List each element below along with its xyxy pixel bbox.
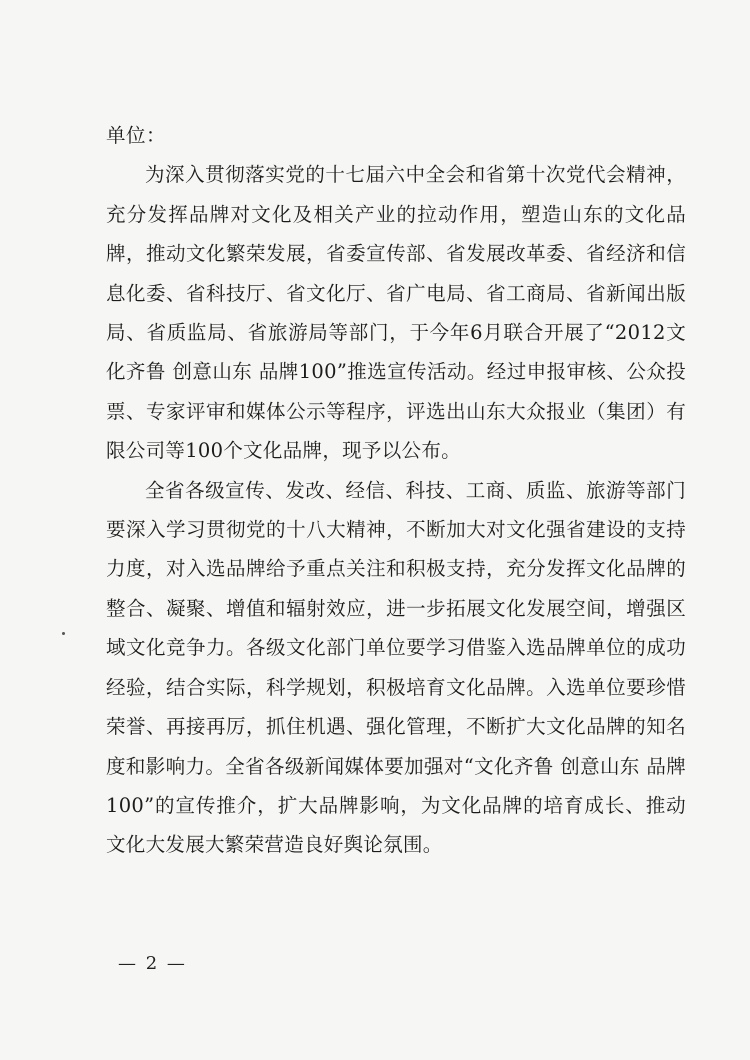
addressee-line: 单位： (106, 124, 167, 147)
paragraph-2: 全省各级宣传、发改、经信、科技、工商、质监、旅游等部门要深入学习贯彻党的十八大精神，不断加大对文化强省建设的支持力度，对入选品牌给予重点关注和积极支持，充分发挥文化品牌的整合、凝聚、增值和辐射效应，进一步拓展文化发展空间，增强区域文化竞争力。各级文化部门单位要学习借鉴入选品牌单位的成功经验，结合实际，科学规划，积极培育文化品牌。入选单位要珍惜荣誉、再接再厉，抓住机遇、强化管理，不断扩大文化品牌的知名度和影响力。全省各级新闻媒体要加强对“文化齐鲁 创意山东 品牌100”的宣传推介，扩大品牌影响，为文化品牌的培育成长、推动文化大发展大繁荣营造良好舆论氛围。 (106, 478, 686, 857)
speck-mark (62, 632, 65, 635)
document-body (106, 116, 686, 865)
page-number: — 2 — (118, 953, 187, 974)
paragraph-1: 为深入贯彻落实党的十七届六中全会和省第十次党代会精神，充分发挥品牌对文化及相关产业的拉动作用，塑造山东的文化品牌，推动文化繁荣发展，省委宣传部、省发展改革委、省经济和信息化委、省科技厅、省文化厅、省广电局、省工商局、省新闻出版局、省质监局、省旅游局等部门，于今年6月联合开展了“2012文化齐鲁 创意山东 品牌100”推选宣传活动。经过申报审核、公众投票、专家评审和媒体公示等程序，评选出山东大众报业（集团）有限公司等100个文化品牌，现予以公布。 (106, 163, 686, 463)
